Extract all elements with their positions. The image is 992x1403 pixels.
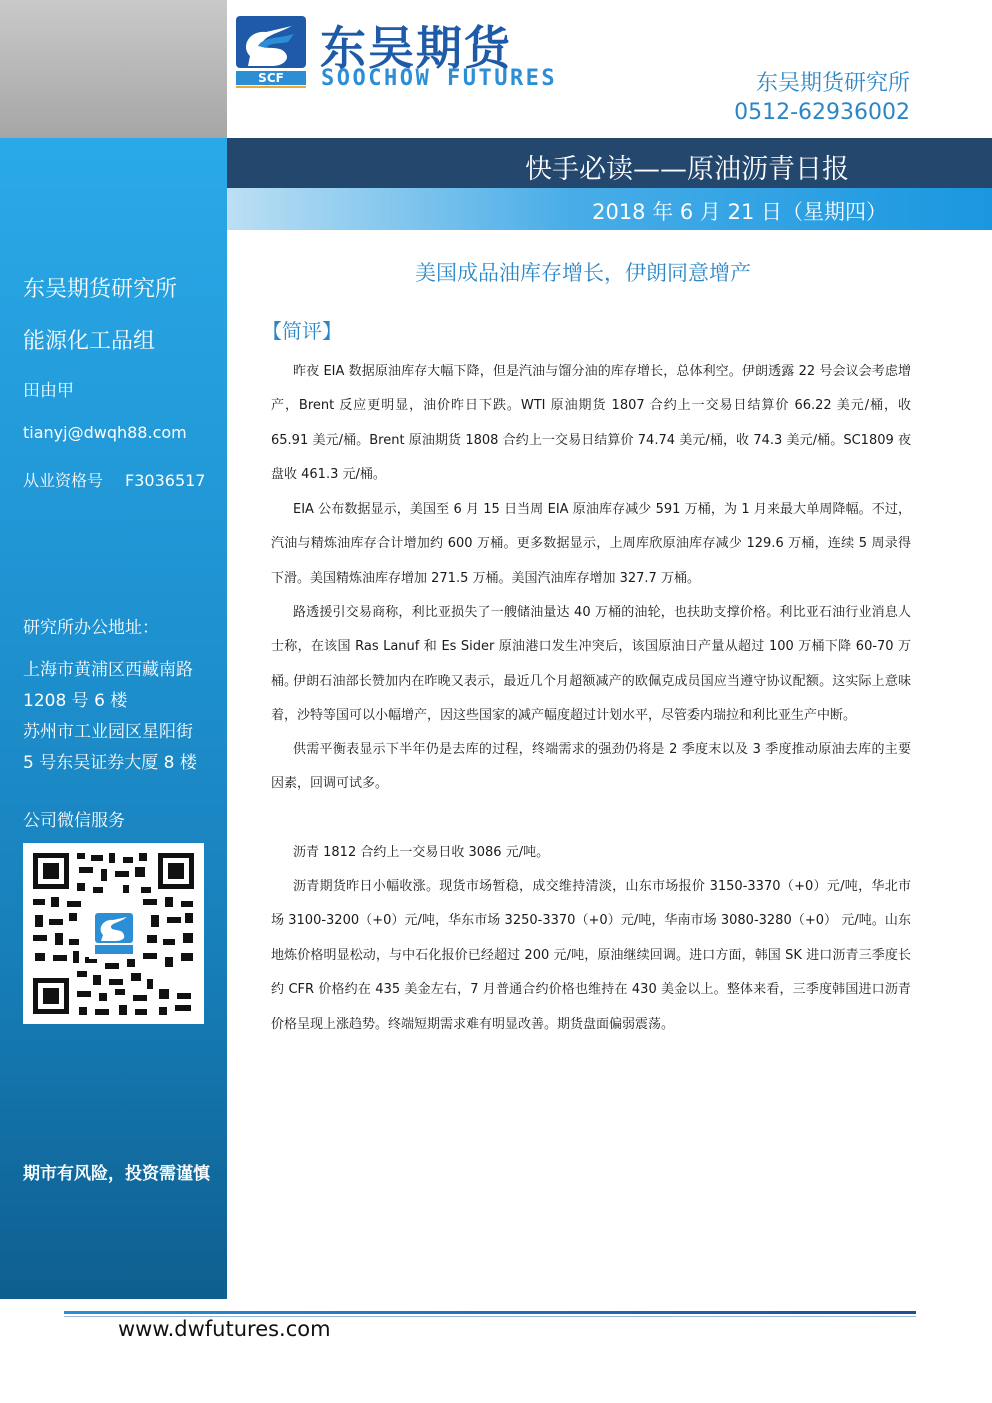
footer-divider (64, 1311, 916, 1314)
report-headline (227, 257, 927, 287)
wechat-label: 公司微信服务 (23, 811, 125, 831)
address1-line1: 上海市黄浦区西藏南路 (23, 660, 193, 680)
sidebar-analyst: 田由甲 (23, 381, 74, 401)
address1-line2: 1208 号 6 楼 (23, 691, 128, 711)
address2-line2: 5 号东吴证券大厦 8 楼 (23, 753, 197, 773)
paragraph-supply-demand: 供需平衡表显示下半年仍是去库的过程，终端需求的强劲仍将是 2 季度末以及 3 季度推动原油去库的主要因素，回调可试多。 (271, 742, 911, 792)
address-title: 研究所办公地址： (23, 618, 159, 638)
section-label-brief: 【简评】 (262, 319, 342, 343)
header-org-name: 东吴期货研究所 (755, 71, 910, 96)
logo-chinese-name: 东吴期货 (320, 21, 512, 75)
sidebar-email[interactable]: tianyj@dwqh88.com (23, 423, 187, 442)
header-grey-block (0, 0, 227, 138)
qr-code-icon (23, 843, 204, 1024)
paragraph-libya: 路透援引交易商称，利比亚损失了一艘储油量达 40 万桶的油轮，也扶助支撑价格。利比亚石油行业消息人士称，在该国 Ras Lanuf 和 Es Sider 原油港口发生冲突后，该国原油日产量从超过 100 万桶下降 60-70 万桶。 (271, 605, 911, 689)
report-title: 快手必读——原油沥青日报 (525, 154, 849, 185)
wechat-qr-code[interactable] (23, 843, 204, 1024)
sidebar-group: 能源化工品组 (23, 329, 156, 354)
paragraph-asphalt-close: 沥青 1812 合约上一交易日收 3086 元/吨。 (293, 845, 550, 860)
license-label: 从业资格号 (23, 471, 104, 490)
svg-text:SCF: SCF (258, 71, 284, 85)
headline-text: 美国成品油库存增长，伊朗同意增产 (415, 261, 751, 285)
sidebar-license (23, 468, 205, 491)
report-date: 2018 年 6 月 21 日（星期四） (592, 200, 887, 224)
paragraph-iran: 伊朗石油部长赞加内在昨晚又表示，最近几个月超额减产的欧佩克成员国应当遵守协议配额。这实际上意味着，沙特等国可以小幅增产，因这些国家的减产幅度超过计划水平，尽管委内瑞拉和利比亚生产中断。 (271, 674, 911, 724)
sidebar-org: 东吴期货研究所 (23, 277, 178, 302)
paragraph-crude-overview: 昨夜 EIA 数据原油库存大幅下降，但是汽油与馏分油的库存增长，总体利空。伊朗透露 22 号会议会考虑增产，Brent 反应更明显，油价昨日下跌。WTI 原油期货 1807 合约上一交易日结算价 66.22 美元/桶，收 65.91 美元/桶。Brent 原油期货 1808 合约上一交易日结算价 74.74 美元/桶，收 74.3 美元/桶。SC1809 夜盘收 461.3 元/桶。 (271, 364, 911, 483)
risk-warning: 期市有风险，投资需谨慎 (23, 1164, 210, 1184)
header-phone: 0512-62936002 (734, 100, 910, 125)
logo-english-name: SOOCHOW FUTURES (321, 66, 558, 91)
footer-website-link[interactable]: www.dwfutures.com (118, 1317, 331, 1341)
sidebar (0, 138, 227, 1299)
report-date-bar (227, 188, 992, 230)
paragraph-eia-data: EIA 公布数据显示，美国至 6 月 15 日当周 EIA 原油库存减少 591 万桶，为 1 月来最大单周降幅。不过，汽油与精炼油库存合计增加约 600 万桶。更多数据显示，上周库欣原油库存减少 129.6 万桶，连续 5 周录得下滑。美国精炼油库存增加 271.5 万桶。美国汽油库存增加 327.7 万桶。 (271, 502, 911, 586)
address2-line1: 苏州市工业园区星阳街 (23, 722, 193, 742)
paragraph-asphalt-market: 沥青期货昨日小幅收涨。现货市场暂稳，成交维持清淡，山东市场报价 3150-3370（+0）元/吨，华北市场 3100-3200（+0）元/吨，华东市场 3250-3370（+0）元/吨，华南市场 3080-3280（+0） 元/吨。山东地炼价格明显松动，与中石化报价已经超过 200 元/吨，原油继续回调。进口方面，韩国 SK 进口沥青三季度长约 CFR 价格约在 435 美金左右，7 月普通合约价格也维持在 430 美金以上。整体来看，三季度韩国进口沥青价格呈现上涨趋势。终端短期需求难有明显改善。期货盘面偏弱震荡。 (271, 879, 911, 1032)
license-number: F3036517 (125, 471, 206, 490)
soochow-logo-icon (236, 16, 306, 88)
report-title-bar (227, 138, 992, 188)
